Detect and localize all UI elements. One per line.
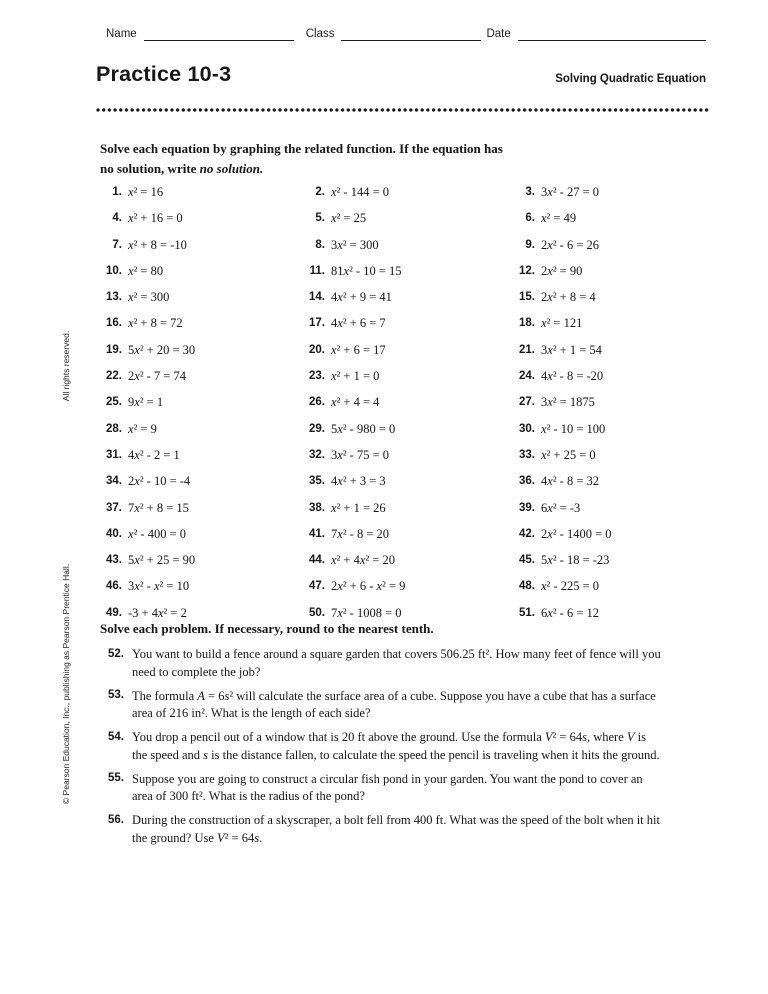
problem-item <box>100 527 303 553</box>
problem-equation: x² + 25 = 0 <box>541 447 596 462</box>
problem-item <box>303 343 513 369</box>
problem-equation: x² + 6 = 17 <box>331 342 386 357</box>
problem-number: 47. <box>309 580 325 593</box>
word-problem-number: 52. <box>108 647 124 660</box>
problem-equation: 4x² - 8 = 32 <box>541 474 600 489</box>
problem-item <box>513 474 712 500</box>
word-problem-text: The formula A = 6s² will calculate the surface area of a cube. Suppose you have a cube that has a surface area of 216 in². What is the length of each side? <box>132 688 656 720</box>
problem-number: 32. <box>309 448 325 461</box>
problem-equation: 6x² - 6 = 12 <box>541 605 600 620</box>
word-problem-number: 54. <box>108 730 124 743</box>
problem-item <box>513 448 712 474</box>
problem-equation: -3 + 4x² = 2 <box>128 605 187 620</box>
problem-number: 51. <box>519 606 535 619</box>
dotted-divider <box>96 108 709 112</box>
problem-equation: 3x² - 27 = 0 <box>541 185 600 199</box>
problem-number: 4. <box>112 212 122 225</box>
problem-equation: 5x² - 18 = -23 <box>541 553 610 568</box>
problem-equation: 4x² + 3 = 3 <box>331 474 386 489</box>
word-problems-list <box>100 646 666 854</box>
problem-equation: x² + 4 = 4 <box>331 395 380 410</box>
problem-equation: 81x² - 10 = 15 <box>331 263 402 278</box>
problem-item <box>100 553 303 579</box>
problem-equation: 2x² - 7 = 74 <box>128 369 187 384</box>
problem-number: 45. <box>519 554 535 567</box>
name-label: Name <box>106 28 137 40</box>
problem-item <box>303 290 513 316</box>
problem-equation: x² - 225 = 0 <box>541 579 600 594</box>
problem-number: 10. <box>106 264 122 277</box>
problem-equation: 4x² - 2 = 1 <box>128 447 180 462</box>
problem-number: 31. <box>106 448 122 461</box>
problem-equation: 7x² + 8 = 15 <box>128 500 189 515</box>
problems-grid <box>100 185 712 632</box>
word-problem-item <box>100 646 666 681</box>
problem-number: 30. <box>519 422 535 435</box>
problem-item <box>513 553 712 579</box>
problem-item <box>303 369 513 395</box>
rights-reserved-vertical-text: All rights reserved. <box>61 330 71 402</box>
problem-equation: x² + 4x² = 20 <box>331 553 395 568</box>
problem-equation: x² + 1 = 26 <box>331 500 386 515</box>
problem-item <box>303 316 513 342</box>
problem-item <box>100 316 303 342</box>
problem-item <box>513 343 712 369</box>
problem-equation: x² + 8 = 72 <box>128 316 183 331</box>
problem-item <box>513 264 712 290</box>
problem-number: 25. <box>106 396 122 409</box>
problem-item <box>513 501 712 527</box>
problem-equation: x² = 300 <box>128 290 170 305</box>
word-problem-item <box>100 688 666 723</box>
problem-equation: 3x² = 1875 <box>541 395 595 410</box>
problem-number: 26. <box>309 396 325 409</box>
problem-number: 6. <box>525 212 535 225</box>
problem-number: 14. <box>309 291 325 304</box>
problem-number: 28. <box>106 422 122 435</box>
problem-item <box>100 369 303 395</box>
problem-number: 27. <box>519 396 535 409</box>
problem-number: 41. <box>309 527 325 540</box>
problem-equation: 2x² - 10 = -4 <box>128 474 191 489</box>
problem-item <box>513 369 712 395</box>
problem-item <box>303 211 513 237</box>
problem-item <box>100 501 303 527</box>
problem-number: 35. <box>309 475 325 488</box>
problem-item <box>303 185 513 211</box>
problem-item <box>303 579 513 605</box>
problem-item <box>100 343 303 369</box>
problem-number: 13. <box>106 291 122 304</box>
problem-item <box>513 606 712 632</box>
problem-item <box>513 316 712 342</box>
problem-item <box>303 527 513 553</box>
problem-item <box>100 290 303 316</box>
problem-equation: 6x² = -3 <box>541 500 581 515</box>
problem-equation: 4x² + 9 = 41 <box>331 290 392 305</box>
problem-equation: 2x² + 6 - x² = 9 <box>331 579 406 594</box>
problem-number: 16. <box>106 317 122 330</box>
problem-item <box>303 553 513 579</box>
problem-number: 15. <box>519 291 535 304</box>
instructions-line2: no solution, write no solution. <box>100 161 264 176</box>
problem-item <box>303 474 513 500</box>
problem-number: 46. <box>106 580 122 593</box>
problem-item <box>513 422 712 448</box>
problem-number: 29. <box>309 422 325 435</box>
problem-equation: x² = 49 <box>541 211 577 226</box>
page-subtitle: Solving Quadratic Equation <box>555 73 706 85</box>
problem-item <box>513 395 712 421</box>
problem-number: 37. <box>106 501 122 514</box>
no-solution-italic: no solution. <box>199 161 264 176</box>
problem-equation: x² + 1 = 0 <box>331 369 380 384</box>
date-blank-line <box>518 26 706 41</box>
problem-item <box>100 211 303 237</box>
problem-number: 43. <box>106 554 122 567</box>
problem-item <box>303 422 513 448</box>
problem-number: 22. <box>106 370 122 383</box>
problem-number: 20. <box>309 343 325 356</box>
problem-item <box>100 474 303 500</box>
word-problem-number: 55. <box>108 772 124 784</box>
problem-equation: x² + 8 = -10 <box>128 237 187 252</box>
problem-number: 11. <box>309 264 325 277</box>
problem-number: 44. <box>309 554 325 567</box>
class-blank-line <box>341 26 481 41</box>
problem-item <box>100 264 303 290</box>
problem-equation: 3x² + 1 = 54 <box>541 342 602 357</box>
problem-equation: 2x² + 8 = 4 <box>541 290 596 305</box>
problem-item <box>513 211 712 237</box>
word-problem-number: 53. <box>108 689 124 701</box>
problem-number: 19. <box>106 343 122 356</box>
word-problem-text: Suppose you are going to construct a circular fish pond in your garden. You want the pond to cover an area of 300 ft². What is the radius of the pond? <box>132 771 643 803</box>
problem-equation: x² = 25 <box>331 211 367 226</box>
problem-number: 49. <box>106 606 122 619</box>
problem-equation: x² = 80 <box>128 263 164 278</box>
problem-equation: x² + 16 = 0 <box>128 211 183 226</box>
problem-number: 34. <box>106 475 122 488</box>
problem-item <box>303 448 513 474</box>
problem-equation: x² - 400 = 0 <box>128 526 187 541</box>
problem-number: 8. <box>315 238 325 251</box>
problem-number: 36. <box>519 475 535 488</box>
problem-equation: 4x² - 8 = -20 <box>541 369 604 384</box>
problem-number: 21. <box>519 343 535 356</box>
problem-item <box>303 264 513 290</box>
problem-equation: 2x² - 1400 = 0 <box>541 526 612 541</box>
section2-heading: Solve each problem. If necessary, round to the nearest tenth. <box>100 621 434 636</box>
problem-item <box>513 290 712 316</box>
problem-equation: 7x² - 8 = 20 <box>331 526 390 541</box>
instructions-line1: Solve each equation by graphing the related function. If the equation has <box>100 141 503 156</box>
problem-number: 38. <box>309 501 325 514</box>
section1-instructions <box>100 139 503 179</box>
page-title: Practice 10-3 <box>96 62 232 86</box>
problem-equation: 5x² + 20 = 30 <box>128 342 196 357</box>
problem-equation: 3x² = 300 <box>331 237 379 252</box>
problem-item <box>100 185 303 211</box>
problem-equation: 5x² - 980 = 0 <box>331 421 396 436</box>
problem-number: 24. <box>519 370 535 383</box>
problem-number: 40. <box>106 527 122 540</box>
problem-item <box>100 448 303 474</box>
problem-number: 5. <box>315 212 325 225</box>
problem-item <box>513 185 712 211</box>
word-problem-item <box>100 729 666 764</box>
problem-item <box>100 579 303 605</box>
word-problem-item <box>100 812 666 847</box>
problem-equation: 2x² - 6 = 26 <box>541 237 600 252</box>
problem-equation: x² = 9 <box>128 421 157 436</box>
problem-equation: 2x² = 90 <box>541 263 583 278</box>
word-problem-text: During the construction of a skyscraper, a bolt fell from 400 ft. What was the speed of the bolt when it hit the ground? Use V² = 64s. <box>132 813 660 845</box>
problem-equation: x² - 10 = 100 <box>541 421 606 436</box>
problem-equation: x² = 16 <box>128 185 164 199</box>
problem-item <box>303 395 513 421</box>
copyright-vertical-text: © Pearson Education, Inc., publishing as Pearson Prentice Hall. <box>61 563 71 805</box>
problem-item <box>513 527 712 553</box>
problem-equation: 5x² + 25 = 90 <box>128 553 196 568</box>
problem-item <box>303 501 513 527</box>
problem-equation: x² - 144 = 0 <box>331 185 390 199</box>
problem-number: 9. <box>525 238 535 251</box>
word-problem-number: 56. <box>108 813 124 826</box>
problem-number: 2. <box>315 186 325 198</box>
problem-number: 39. <box>519 501 535 514</box>
problem-number: 23. <box>309 370 325 383</box>
problem-number: 7. <box>112 238 122 251</box>
problem-number: 1. <box>112 186 122 198</box>
problem-equation: 3x² - x² = 10 <box>128 579 190 594</box>
problem-number: 33. <box>519 448 535 461</box>
problem-number: 48. <box>519 580 535 593</box>
problem-number: 50. <box>309 606 325 619</box>
problem-equation: 3x² - 75 = 0 <box>331 447 390 462</box>
problem-item <box>100 422 303 448</box>
problem-equation: 9x² = 1 <box>128 395 164 410</box>
word-problem-text: You want to build a fence around a square garden that covers 506.25 ft². How many feet of fence will you need to complete the job? <box>132 647 661 679</box>
problem-item <box>303 238 513 264</box>
problem-item <box>100 395 303 421</box>
problem-item <box>100 238 303 264</box>
problem-item <box>513 238 712 264</box>
problem-number: 3. <box>525 186 535 198</box>
problem-equation: x² = 121 <box>541 316 583 331</box>
word-problem-item <box>100 771 666 806</box>
problem-number: 18. <box>519 317 535 330</box>
problem-equation: 4x² + 6 = 7 <box>331 316 386 331</box>
class-label: Class <box>305 28 335 40</box>
problem-equation: 7x² - 1008 = 0 <box>331 605 402 620</box>
word-problem-text: You drop a pencil out of a window that is 20 ft above the ground. Use the formula V² = 64s, where V is the speed and s is the distance fallen, to calculate the speed the pencil is traveling when it hits the ground. <box>132 730 660 762</box>
problem-item <box>513 579 712 605</box>
date-label: Date <box>486 28 511 40</box>
problem-number: 12. <box>519 264 535 277</box>
problem-number: 17. <box>309 317 325 330</box>
name-blank-line <box>144 26 294 41</box>
problem-number: 42. <box>519 527 535 540</box>
header-fill-in-row <box>106 26 706 41</box>
